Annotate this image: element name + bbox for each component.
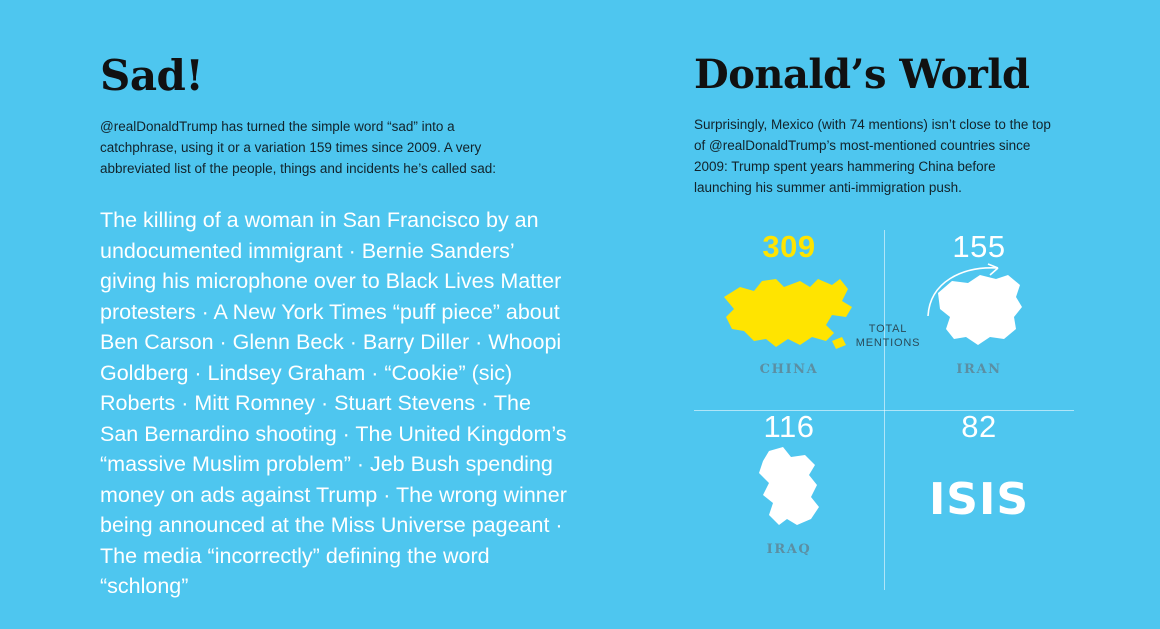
right-panel (694, 52, 1074, 590)
right-deck-text: Surprisingly, Mexico (with 74 mentions) isn’t close to the top of @realDonaldTrump’s most-mentioned countries since 2009: Trump spent years hammering China before launching his summer anti-immigration push. (694, 117, 1051, 195)
label-iran: IRAN (956, 362, 1002, 377)
sad-items-list: The killing of a woman in San Francisco by an undocumented immigrant · Bernie Sanders’ giving his microphone over to Black Lives Matter protesters · A New York Times “puff piece” about Ben Carson · Glenn Beck · Barry Diller · Whoopi Goldberg · Lindsey Graham · “Cookie” (sic) Roberts · Mitt Romney · Stuart Stevens · The San Bernardino shooting · The United Kingdom’s “massive Muslim problem” · Jeb Bush spending money on ads against Trump · The wrong winner being announced at the Miss Universe pageant · The media “incorrectly” defining the word “schlong” (100, 208, 567, 598)
annotation-arrow-icon (922, 258, 1012, 322)
value-iraq: 116 (763, 409, 815, 444)
iraq-map-shape-wrap (694, 444, 884, 542)
value-iran: 155 (952, 229, 1006, 264)
chart-cell-isis (884, 410, 1074, 590)
left-deck-text: @realDonaldTrump has turned the simple word “sad” into a catchphrase, using it or a variation 159 times since 2009. A very abbreviated list of the people, things and incidents he’s called sad: (100, 119, 497, 176)
label-iraq: IRAQ (766, 542, 812, 557)
label-isis: ISIS (928, 474, 1030, 525)
chart-cell-iraq (694, 410, 884, 590)
iraq-map-icon (739, 445, 839, 541)
label-china: CHINA (759, 362, 819, 377)
value-isis: 82 (961, 409, 997, 444)
page-title-donalds-world: Donald’s World (694, 51, 1030, 98)
value-china: 309 (762, 229, 816, 264)
country-mentions-chart (694, 230, 1074, 590)
page-title-sad: Sad! (100, 51, 204, 100)
left-panel (100, 52, 570, 602)
annotation-total-mentions: TOTAL MENTIONS (855, 323, 921, 349)
chart-cell-china (694, 230, 884, 410)
